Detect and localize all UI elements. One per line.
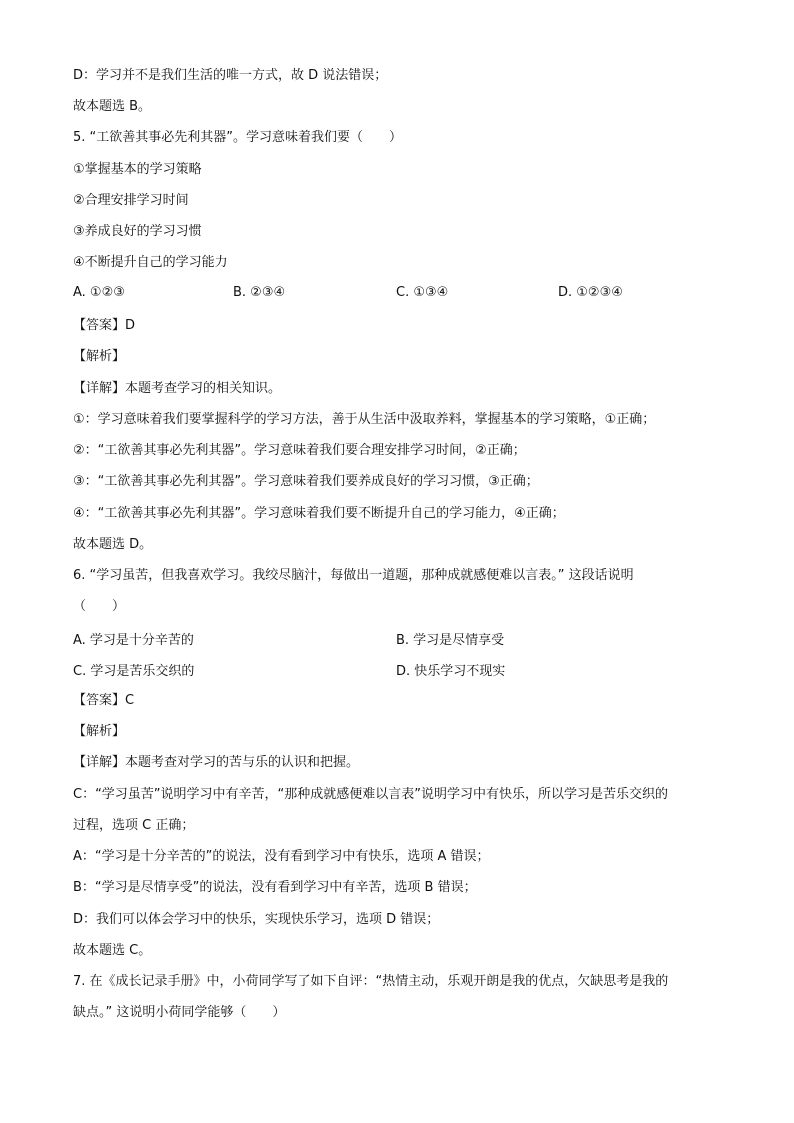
text-line: 过程，选项 C 正确； xyxy=(73,818,195,833)
q5-analysis-heading: 【解析】 xyxy=(73,349,126,364)
q6-option-b: B. 学习是尽情享受 xyxy=(396,633,505,648)
text-line: ②：“工欲善其事必先利其器”。学习意味着我们要合理安排学习时间，②正确； xyxy=(73,443,526,458)
text-line: B：“学习是尽情享受”的说法，没有看到学习中有辛苦，选项 B 错误； xyxy=(73,880,477,895)
text-line: ④：“工欲善其事必先利其器”。学习意味着我们要不断提升自己的学习能力，④正确； xyxy=(73,506,565,521)
text-line: D：学习并不是我们生活的唯一方式，故 D 说法错误； xyxy=(73,68,388,83)
text-line: D：我们可以体会学习中的快乐，实现快乐学习，选项 D 错误； xyxy=(73,912,440,927)
q5-item-3: ③养成良好的学习习惯 xyxy=(73,224,202,239)
question-7-stem-cont: 缺点。” 这说明小荷同学能够（ ） xyxy=(73,1005,286,1020)
text-line: 故本题选 B。 xyxy=(73,99,152,114)
q5-item-2: ②合理安排学习时间 xyxy=(73,193,189,208)
question-6-stem: 6. “学习虽苦，但我喜欢学习。我绞尽脑汁，每做出一道题，那种成就感便难以言表。” 这段话说明 xyxy=(73,568,634,583)
q6-detail: 【详解】本题考查对学习的苦与乐的认识和把握。 xyxy=(73,755,360,770)
q6-answer: 【答案】C xyxy=(73,693,135,708)
q5-option-d: D. ①②③④ xyxy=(558,285,623,300)
text-line: ③：“工欲善其事必先利其器”。学习意味着我们要养成良好的学习习惯，③正确； xyxy=(73,474,539,489)
text-line: ①：学习意味着我们要掌握科学的学习方法，善于从生活中汲取养料，掌握基本的学习策略，①正确； xyxy=(73,412,656,427)
q5-option-a: A. ①②③ xyxy=(73,285,125,300)
question-7-stem: 7. 在《成长记录手册》中，小荷同学写了如下自评：“热情主动，乐观开朗是我的优点，欠缺思考是我的 xyxy=(73,974,669,989)
text-line: A：“学习是十分辛苦的”的说法，没有看到学习中有快乐，选项 A 错误； xyxy=(73,849,490,864)
q5-option-b: B. ②③④ xyxy=(233,285,286,300)
text-line: 故本题选 D。 xyxy=(73,537,153,552)
q6-option-d: D. 快乐学习不现实 xyxy=(396,664,506,679)
q5-detail: 【详解】本题考查学习的相关知识。 xyxy=(73,381,282,396)
text-line: 故本题选 C。 xyxy=(73,943,152,958)
q5-option-c: C. ①③④ xyxy=(396,285,449,300)
q5-answer: 【答案】D xyxy=(73,318,136,333)
question-6-stem-cont: （ ） xyxy=(73,599,126,614)
q5-item-4: ④不断提升自己的学习能力 xyxy=(73,255,228,270)
q6-option-a: A. 学习是十分辛苦的 xyxy=(73,633,194,648)
text-line: C：“学习虽苦”说明学习中有辛苦，“那种成就感便难以言表”说明学习中有快乐，所以学习是苦乐交织的 xyxy=(73,787,669,802)
q5-item-1: ①掌握基本的学习策略 xyxy=(73,162,202,177)
question-5-stem: 5. “工欲善其事必先利其器”。学习意味着我们要（ ） xyxy=(73,130,403,145)
q6-option-c: C. 学习是苦乐交织的 xyxy=(73,664,195,679)
q6-analysis-heading: 【解析】 xyxy=(73,724,126,739)
